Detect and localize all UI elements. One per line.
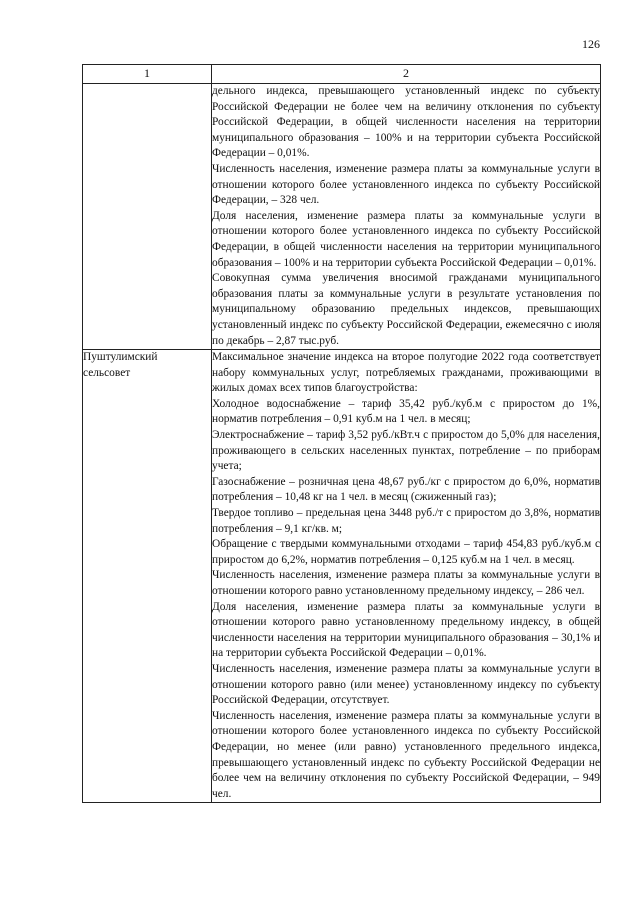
indicator-paragraph: Численность населения, изменение размера платы за коммунальные услуги в отношении которого равно установленному предельному индексу, – 286 чел. (212, 569, 600, 597)
indicator-paragraph: Холодное водоснабжение – тариф 35,42 руб./куб.м с приростом до 1%, норматив потребления – 0,91 куб.м на 1 чел. в месяц; (212, 397, 600, 426)
indicator-paragraph: Доля населения, изменение размера платы за коммунальные услуги в отношении которого более установленного индекса по субъекту Российской Федерации, в общей численности населения на территории муниципального образования – 100% и на территории субъекта Российской Федерации – 0,01%. (212, 209, 600, 269)
column-header-1: 1 (83, 65, 212, 84)
municipality-name-cell (83, 350, 212, 803)
indicator-paragraph: Численность населения, изменение размера платы за коммунальные услуги в отношении которого более установленного индекса по субъекту Российской Федерации, – 328 чел. (212, 162, 600, 207)
indicator-paragraph: Численность населения, изменение размера платы за коммунальные услуги в отношении которого равно (или менее) установленному индексу по субъекту Российской Федерации, отсутствует. (212, 662, 600, 707)
indicator-paragraph: Твердое топливо – предельная цена 3448 руб./т с приростом до 3,8%, норматив потребления – 9,1 кг/кв. м; (212, 507, 600, 535)
column-header-2: 2 (212, 65, 601, 84)
municipality-name-line: сельсовет (83, 366, 131, 379)
indicator-paragraph: Газоснабжение – розничная цена 48,67 руб./кг с приростом до 6,0%, норматив потребления – 10,48 кг на 1 чел. в месяц (сжиженный газ); (212, 475, 600, 504)
indicator-paragraph: Совокупная сумма увеличения вносимой гражданами муниципального образования платы за коммунальные услуги в результате установления по муниципальному образованию предельных индексов, превышающих установленный индекс по субъекту Российской Федерации, ежемесячно с июля по декабрь – 2,87 тыс.руб. (212, 272, 600, 347)
indicator-paragraph: Электроснабжение – тариф 3,52 руб./кВт.ч с приростом до 5,0% для населения, проживающего в сельских населенных пунктах, потребление – по приборам учета; (212, 429, 600, 473)
indicator-text-cell (212, 84, 601, 350)
indicator-paragraph: Численность населения, изменение размера платы за коммунальные услуги в отношении которого более установленного индекса по субъекту Российской Федерации, но менее (или равно) установленного предельного индекса, превышающего установленный индекс по субъекту Российской Федерации не более чем на величину отклонения по субъекту Российской Федерации, – 949 чел. (212, 709, 600, 800)
municipality-name-cell (83, 84, 212, 350)
indicator-paragraph: Доля населения, изменение размера платы за коммунальные услуги в отношении которого равно установленному предельному индексу, в общей численности населения на территории муниципального образования – 30,1% и на территории субъекта Российской Федерации – 0,01%. (212, 600, 600, 660)
page-number: 126 (582, 37, 600, 51)
indicator-paragraph: Максимальное значение индекса на второе полугодие 2022 года соответствует набору коммунальных услуг, потребляемых гражданами, проживающими в жилых домах всех типов благоустройства: (212, 351, 600, 395)
indicator-text-cell (212, 350, 601, 803)
table-row (83, 350, 601, 803)
table-header-row (83, 65, 601, 84)
municipal-index-table (82, 64, 601, 803)
indicator-paragraph: Обращение с твердыми коммунальными отходами – тариф 454,83 руб./куб.м с приростом до 6,2%, норматив потребления – 0,125 куб.м на 1 чел. в месяц. (212, 538, 600, 566)
indicator-paragraph: дельного индекса, превышающего установленный индекс по субъекту Российской Федерации не более чем на величину отклонения по субъекту Российской Федерации, в общей численности населения на территории муниципального образования – 100% и на территории субъекта Российской Федерации – 0,01%. (212, 85, 600, 160)
table-row (83, 84, 601, 350)
municipality-name-line: Пуштулимский (83, 351, 158, 364)
